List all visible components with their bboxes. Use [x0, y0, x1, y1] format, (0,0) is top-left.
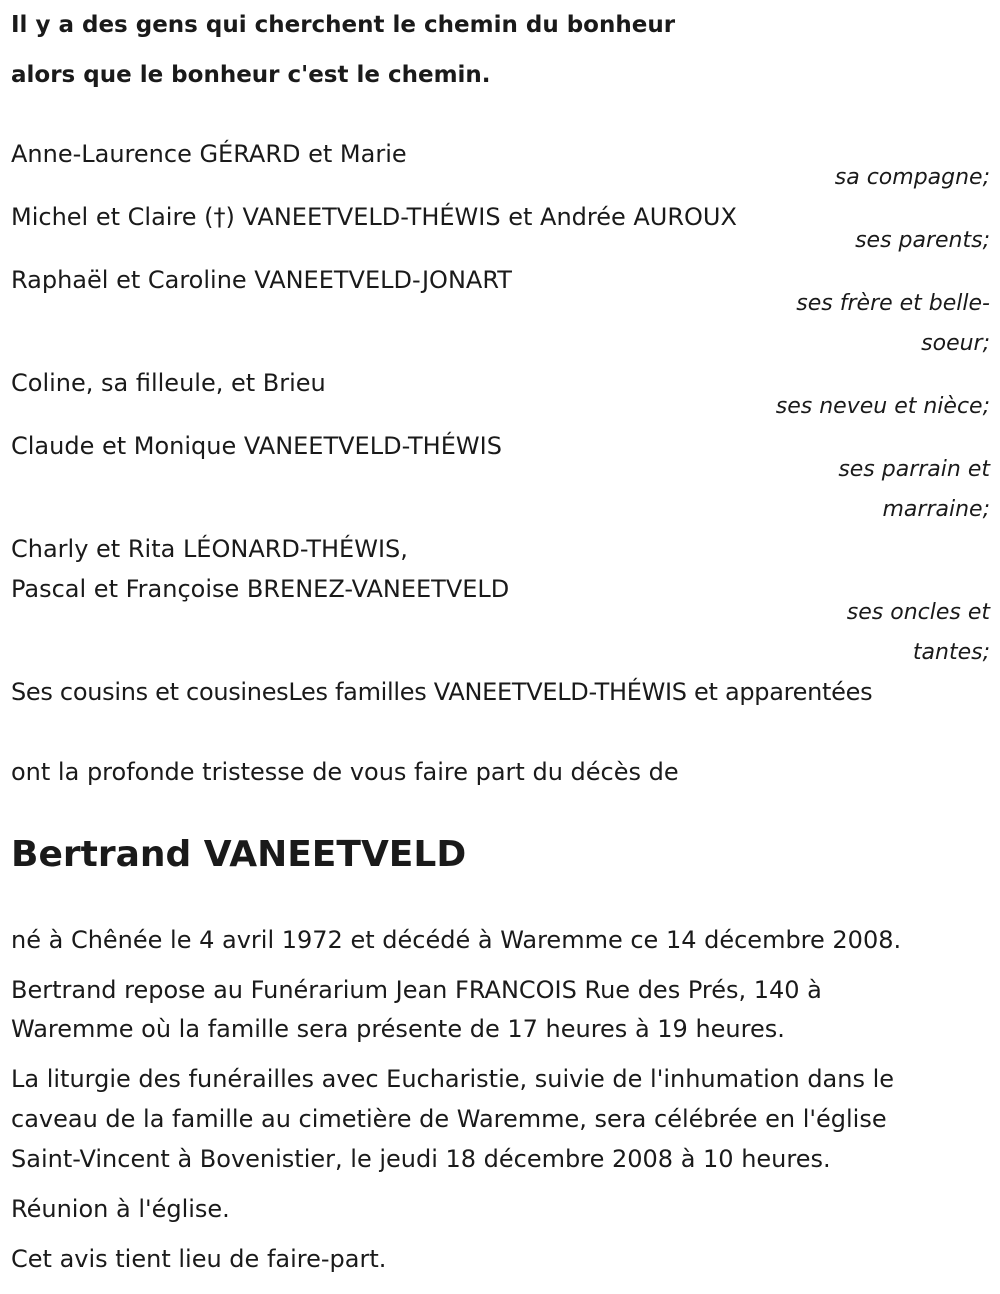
family-uncles-names-line-1: Charly et Rita LÉONARD-THÉWIS, [11, 535, 408, 563]
quote-line-2: alors que le bonheur c'est le chemin. [11, 62, 491, 88]
family-nephew-role: ses neveu et nièce; [775, 394, 990, 419]
family-uncles-role-line-2: tantes; [912, 640, 990, 665]
meeting: Réunion à l'église. [11, 1195, 230, 1223]
rest-line-2: Waremme où la famille sera présente de 17 heures à 19 heures. [11, 1015, 785, 1043]
family-siblings-names: Raphaël et Caroline VANEETVELD-JONART [11, 266, 512, 294]
family-godparents-role-line-2: marraine; [882, 497, 990, 522]
family-uncles-role-line-1: ses oncles et [846, 600, 990, 625]
family-uncles-names-line-2: Pascal et Françoise BRENEZ-VANEETVELD [11, 575, 510, 603]
notice: Cet avis tient lieu de faire-part. [11, 1245, 387, 1273]
family-nephew-names: Coline, sa filleule, et Brieu [11, 369, 326, 397]
birth-death: né à Chênée le 4 avril 1972 et décédé à Waremme ce 14 décembre 2008. [11, 926, 902, 954]
quote-line-1: Il y a des gens qui cherchent le chemin du bonheur [11, 12, 676, 38]
liturgy-line-3: Saint-Vincent à Bovenistier, le jeudi 18 décembre 2008 à 10 heures. [11, 1145, 831, 1173]
family-parents-role: ses parents; [855, 228, 990, 253]
family-godparents-names: Claude et Monique VANEETVELD-THÉWIS [11, 432, 502, 460]
family-cousins: Ses cousins et cousinesLes familles VANEETVELD-THÉWIS et apparentées [11, 678, 873, 706]
family-parents-names: Michel et Claire (†) VANEETVELD-THÉWIS et Andrée AUROUX [11, 203, 737, 231]
deceased-name: Bertrand VANEETVELD [11, 834, 467, 875]
family-compagne-names: Anne-Laurence GÉRARD et Marie [11, 140, 407, 168]
family-compagne-role: sa compagne; [834, 165, 990, 190]
liturgy-line-2: caveau de la famille au cimetière de Waremme, sera célébrée en l'église [11, 1105, 887, 1133]
family-siblings-role-line-1: ses frère et belle- [796, 291, 990, 316]
family-siblings-role-line-2: soeur; [921, 331, 990, 356]
announcement: ont la profonde tristesse de vous faire part du décès de [11, 758, 679, 786]
liturgy-line-1: La liturgie des funérailles avec Eucharistie, suivie de l'inhumation dans le [11, 1065, 895, 1093]
family-godparents-role-line-1: ses parrain et [838, 457, 990, 482]
rest-line-1: Bertrand repose au Funérarium Jean FRANCOIS Rue des Prés, 140 à [11, 976, 822, 1004]
